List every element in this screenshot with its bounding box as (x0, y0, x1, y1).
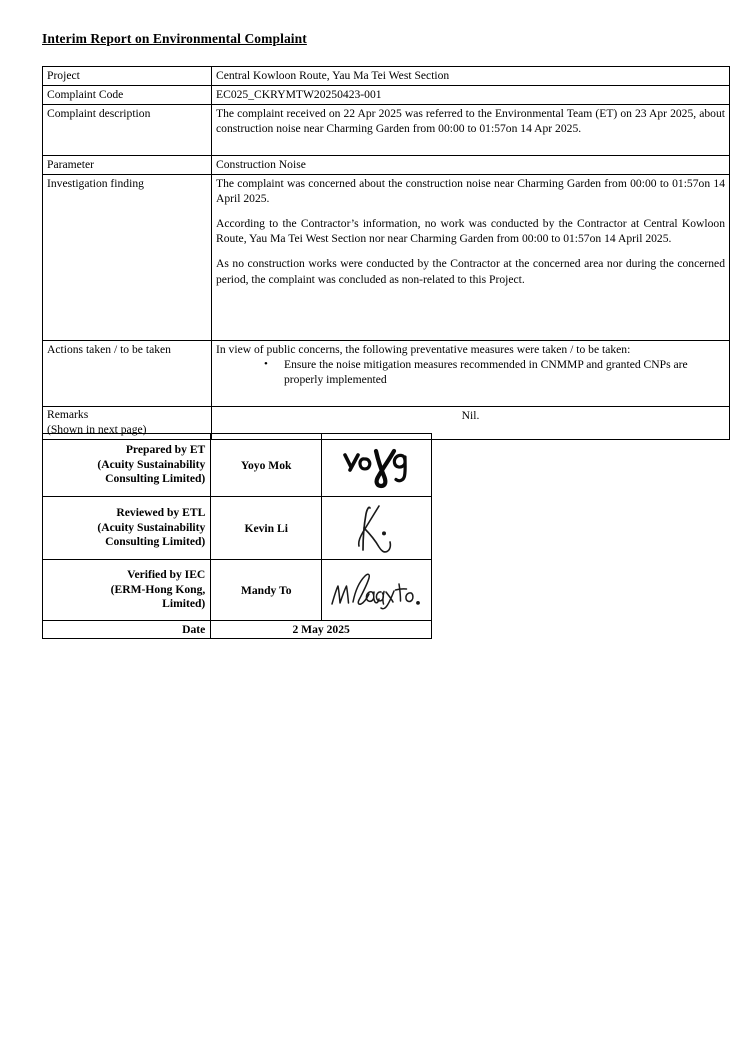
row-label-actions-taken: Actions taken / to be taken (43, 341, 212, 407)
remarks-label-line-2: (Shown in next page) (47, 422, 147, 436)
signoff-role-line-3: Limited) (162, 597, 206, 611)
table-row-project (43, 67, 730, 86)
signoff-date-label: Date (43, 621, 211, 639)
row-value-complaint-code: EC025_CKRYMTW20250423-001 (212, 86, 730, 105)
signoff-role-verified-by (43, 560, 211, 621)
row-label-investigation-finding: Investigation finding (43, 175, 212, 341)
row-label-complaint-code: Complaint Code (43, 86, 212, 105)
row-value-actions-taken (212, 341, 730, 407)
signoff-row-reviewed-by (43, 497, 432, 560)
investigation-paragraph-1: The complaint was concerned about the construction noise near Charming Garden from 00:00 to 01:57on 14 April 2025. (216, 177, 725, 206)
signoff-role-line-1: Verified by IEC (127, 567, 206, 581)
row-value-investigation-finding (212, 175, 730, 341)
row-label-complaint-description: Complaint description (43, 105, 212, 156)
table-row-complaint-description (43, 105, 730, 156)
signature-kevin-li (322, 497, 432, 560)
signoff-role-reviewed-by (43, 497, 211, 560)
signoff-table (42, 433, 432, 639)
page-title: Interim Report on Environmental Complaint (42, 31, 307, 46)
row-value-remarks: Nil. (212, 407, 730, 440)
row-label-parameter: Parameter (43, 156, 212, 175)
table-row-actions-taken (43, 341, 730, 407)
signoff-role-line-2: (ERM-Hong Kong, (110, 582, 206, 596)
signoff-name-reviewed-by: Kevin Li (211, 497, 322, 560)
actions-intro-text: In view of public concerns, the following preventative measures were taken / to be taken: (216, 343, 631, 357)
signature-mandy-to (322, 560, 432, 621)
signoff-role-line-2: (Acuity Sustainability (97, 520, 206, 534)
row-value-complaint-description: The complaint received on 22 Apr 2025 was referred to the Environmental Team (ET) on 23 Apr 2025, about construction noise near Charming Garden from 00:00 to 01:57on 14 Apr 2025. (212, 105, 730, 156)
table-row-investigation-finding (43, 175, 730, 341)
signoff-role-line-3: Consulting Limited) (105, 535, 206, 549)
signoff-row-prepared-by (43, 434, 432, 497)
signoff-name-prepared-by: Yoyo Mok (211, 434, 322, 497)
list-item: • Ensure the noise mitigation measures recommended in CNMMP and granted CNPs are properly implemented (216, 357, 725, 387)
signoff-date-value: 2 May 2025 (211, 621, 432, 639)
signoff-row-verified-by (43, 560, 432, 621)
signoff-role-line-2: (Acuity Sustainability (97, 457, 206, 471)
row-value-project: Central Kowloon Route, Yau Ma Tei West Section (212, 67, 730, 86)
signoff-role-prepared-by (43, 434, 211, 497)
row-label-project: Project (43, 67, 212, 86)
actions-bullet-list (216, 357, 725, 387)
table-row-complaint-code (43, 86, 730, 105)
signoff-row-date (43, 621, 432, 639)
signoff-name-verified-by: Mandy To (211, 560, 322, 621)
table-row-parameter (43, 156, 730, 175)
investigation-paragraph-3: As no construction works were conducted by the Contractor at the concerned area nor during the concerned period, the complaint was concluded as non-related to this Project. (216, 257, 725, 286)
signoff-role-line-3: Consulting Limited) (105, 472, 206, 486)
investigation-paragraph-2: According to the Contractor’s information, no work was conducted by the Contractor at Central Kowloon Route, Yau Ma Tei West Section nor near Charming Garden from 00:00 to 01:57on 14 April 2025. (216, 217, 725, 246)
row-value-parameter: Construction Noise (212, 156, 730, 175)
signature-yoyo-mok (322, 434, 432, 497)
signoff-role-line-1: Reviewed by ETL (116, 505, 206, 519)
complaint-report-table (42, 66, 730, 440)
signoff-role-line-1: Prepared by ET (125, 442, 206, 456)
remarks-label-line-1: Remarks (47, 408, 89, 422)
